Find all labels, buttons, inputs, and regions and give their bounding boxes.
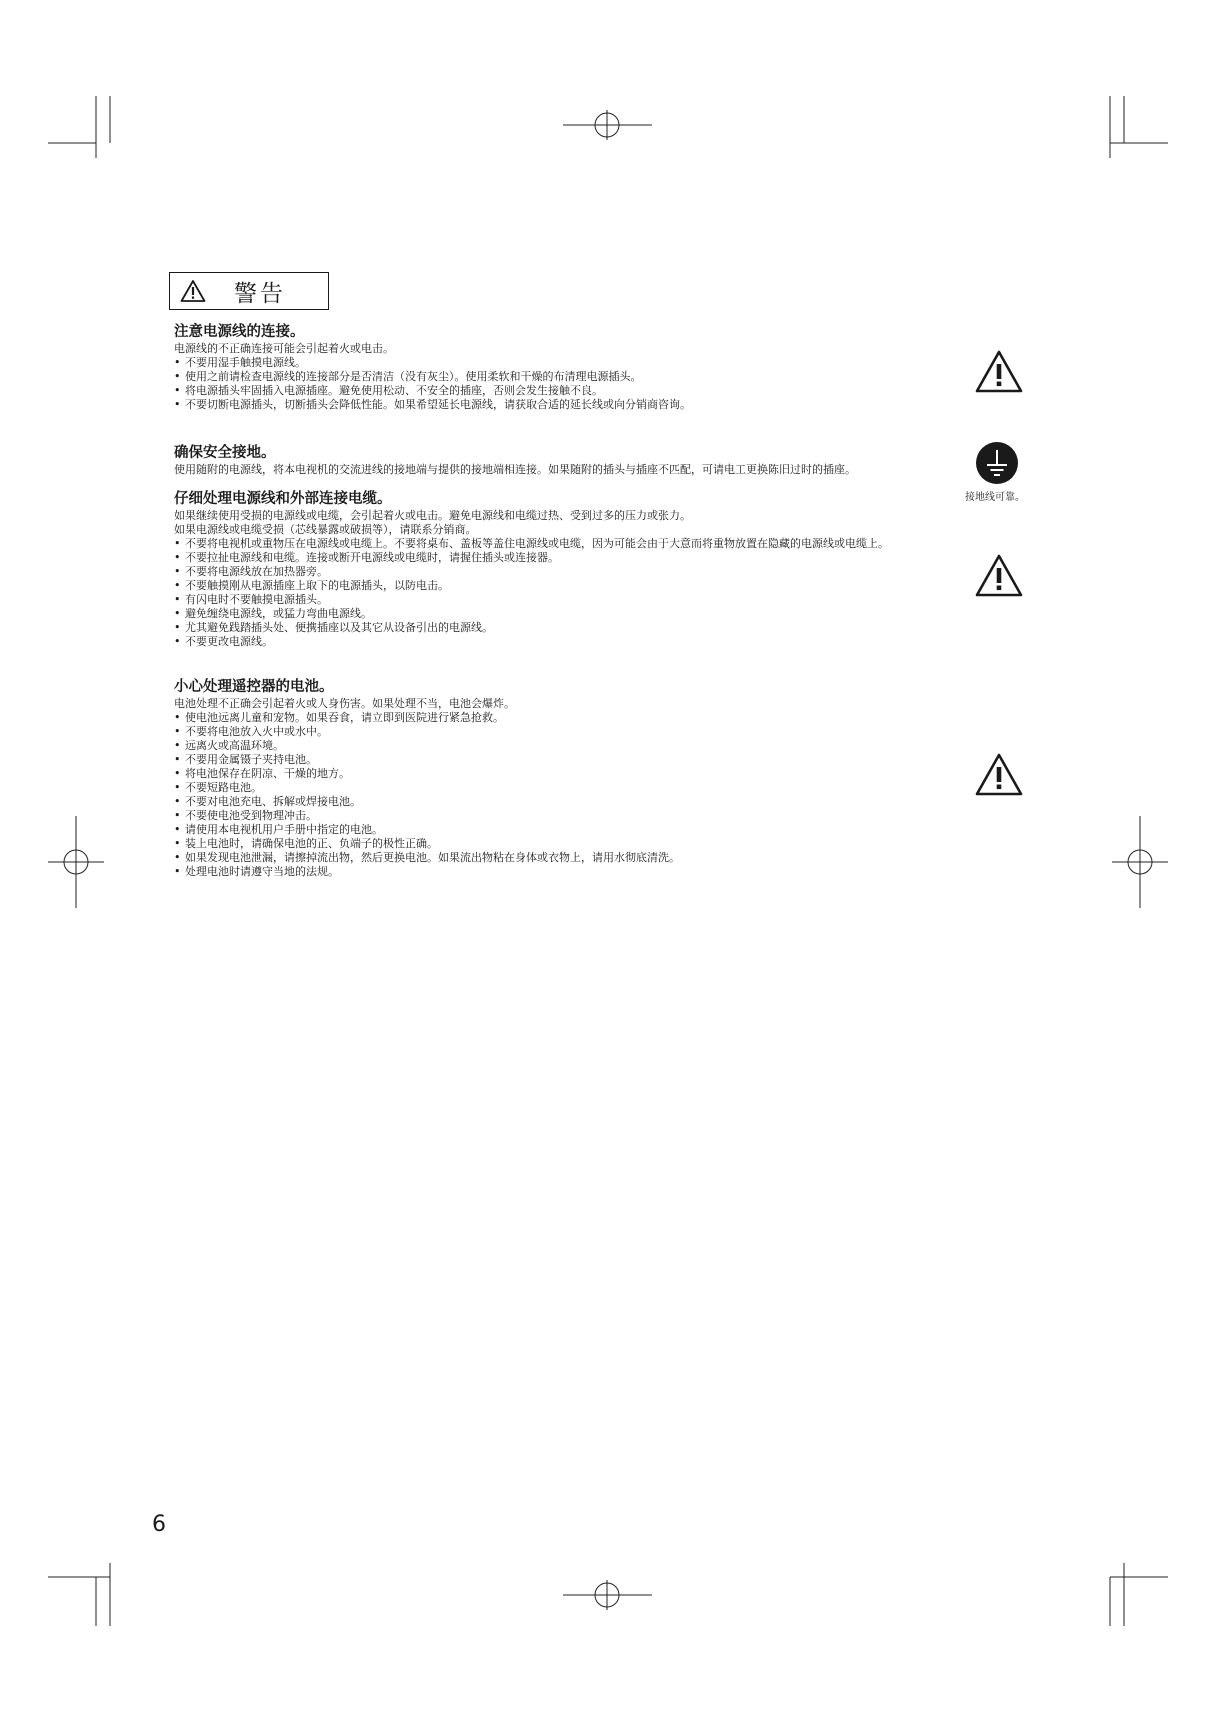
list-item: • 不要用湿手触摸电源线。	[174, 356, 691, 370]
ground-symbol-icon	[975, 441, 1019, 485]
section-paragraph: 电池处理不正确会引起着火或人身伤害。如果处理不当，电池会爆炸。	[174, 697, 515, 710]
list-item: • 尤其避免践踏插头处、便携插座以及其它从设备引出的电源线。	[174, 621, 889, 635]
list-item: • 远离火或高温环境。	[174, 739, 680, 753]
section-paragraph: 如果继续使用受损的电源线或电缆，会引起着火或电击。避免电源线和电缆过热、受到过多的压力或张力。	[174, 509, 691, 522]
section-grounding	[174, 443, 856, 477]
section-title: 小心处理遥控器的电池。	[174, 679, 334, 695]
section-power-cord-connection	[174, 322, 691, 412]
list-item: • 装上电池时，请确保电池的正、负端子的极性正确。	[174, 837, 680, 851]
section-paragraph: 使用随附的电源线，将本电视机的交流进线的接地端与提供的接地端相连接。如果随附的插头与插座不匹配，可请电工更换陈旧过时的插座。	[174, 463, 856, 476]
list-item: • 有闪电时不要触摸电源插头。	[174, 593, 889, 607]
section-title: 注意电源线的连接。	[174, 324, 305, 340]
list-item: • 不要将电池放入火中或水中。	[174, 725, 680, 739]
page-number: 6	[152, 1512, 166, 1537]
list-item: • 使用之前请检查电源线的连接部分是否清洁（没有灰尘）。使用柔软和干燥的布清理电源插头。	[174, 370, 691, 384]
section-title: 仔细处理电源线和外部连接电缆。	[174, 491, 392, 507]
list-item: • 避免缠绕电源线，或猛力弯曲电源线。	[174, 607, 889, 621]
bullet-list	[174, 356, 691, 412]
list-item: • 不要触摸刚从电源插座上取下的电源插头，以防电击。	[174, 579, 889, 593]
list-item: • 请使用本电视机用户手册中指定的电池。	[174, 823, 680, 837]
list-item: • 不要将电视机或重物压在电源线或电缆上。不要将桌布、盖板等盖住电源线或电缆，因为可能会由于大意而将重物放置在隐藏的电源线或电缆上。	[174, 537, 889, 551]
list-item: • 不要切断电源插头，切断插头会降低性能。如果希望延长电源线，请获取合适的延长线或向分销商咨询。	[174, 398, 691, 412]
list-item: • 处理电池时请遵守当地的法规。	[174, 865, 680, 879]
warning-header-box	[169, 272, 329, 310]
list-item: • 如果发现电池泄漏，请擦掉流出物，然后更换电池。如果流出物粘在身体或衣物上，请用水彻底清洗。	[174, 851, 680, 865]
warning-title: 警告	[234, 280, 286, 307]
section-cable-handling	[174, 489, 889, 649]
list-item: • 不要更改电源线。	[174, 635, 889, 649]
list-item: • 不要拉扯电源线和电缆。连接或断开电源线或电缆时，请握住插头或连接器。	[174, 551, 889, 565]
list-item: • 不要短路电池。	[174, 781, 680, 795]
list-item: • 不要使电池受到物理冲击。	[174, 809, 680, 823]
warning-triangle-icon	[974, 752, 1024, 797]
warning-triangle-icon	[974, 553, 1024, 598]
warning-triangle-icon	[974, 349, 1024, 394]
section-title: 确保安全接地。	[174, 445, 276, 461]
bullet-list	[174, 711, 680, 879]
list-item: • 不要用金属镊子夹持电池。	[174, 753, 680, 767]
list-item: • 不要对电池充电、拆解或焊接电池。	[174, 795, 680, 809]
warning-triangle-icon	[180, 279, 206, 303]
section-paragraph: 电源线的不正确连接可能会引起着火或电击。	[174, 342, 394, 355]
list-item: • 将电源插头牢固插入电源插座。避免使用松动、不安全的插座，否则会发生接触不良。	[174, 384, 691, 398]
bullet-list	[174, 537, 889, 649]
list-item: • 将电池保存在阴凉、干燥的地方。	[174, 767, 680, 781]
list-item: • 使电池远离儿童和宠物。如果吞食，请立即到医院进行紧急抢救。	[174, 711, 680, 725]
list-item: • 不要将电源线放在加热器旁。	[174, 565, 889, 579]
section-remote-battery	[174, 677, 680, 879]
section-paragraph: 如果电源线或电缆受损（芯线暴露或破损等），请联系分销商。	[174, 523, 477, 536]
ground-caption: 接地线可靠。	[965, 492, 1025, 503]
